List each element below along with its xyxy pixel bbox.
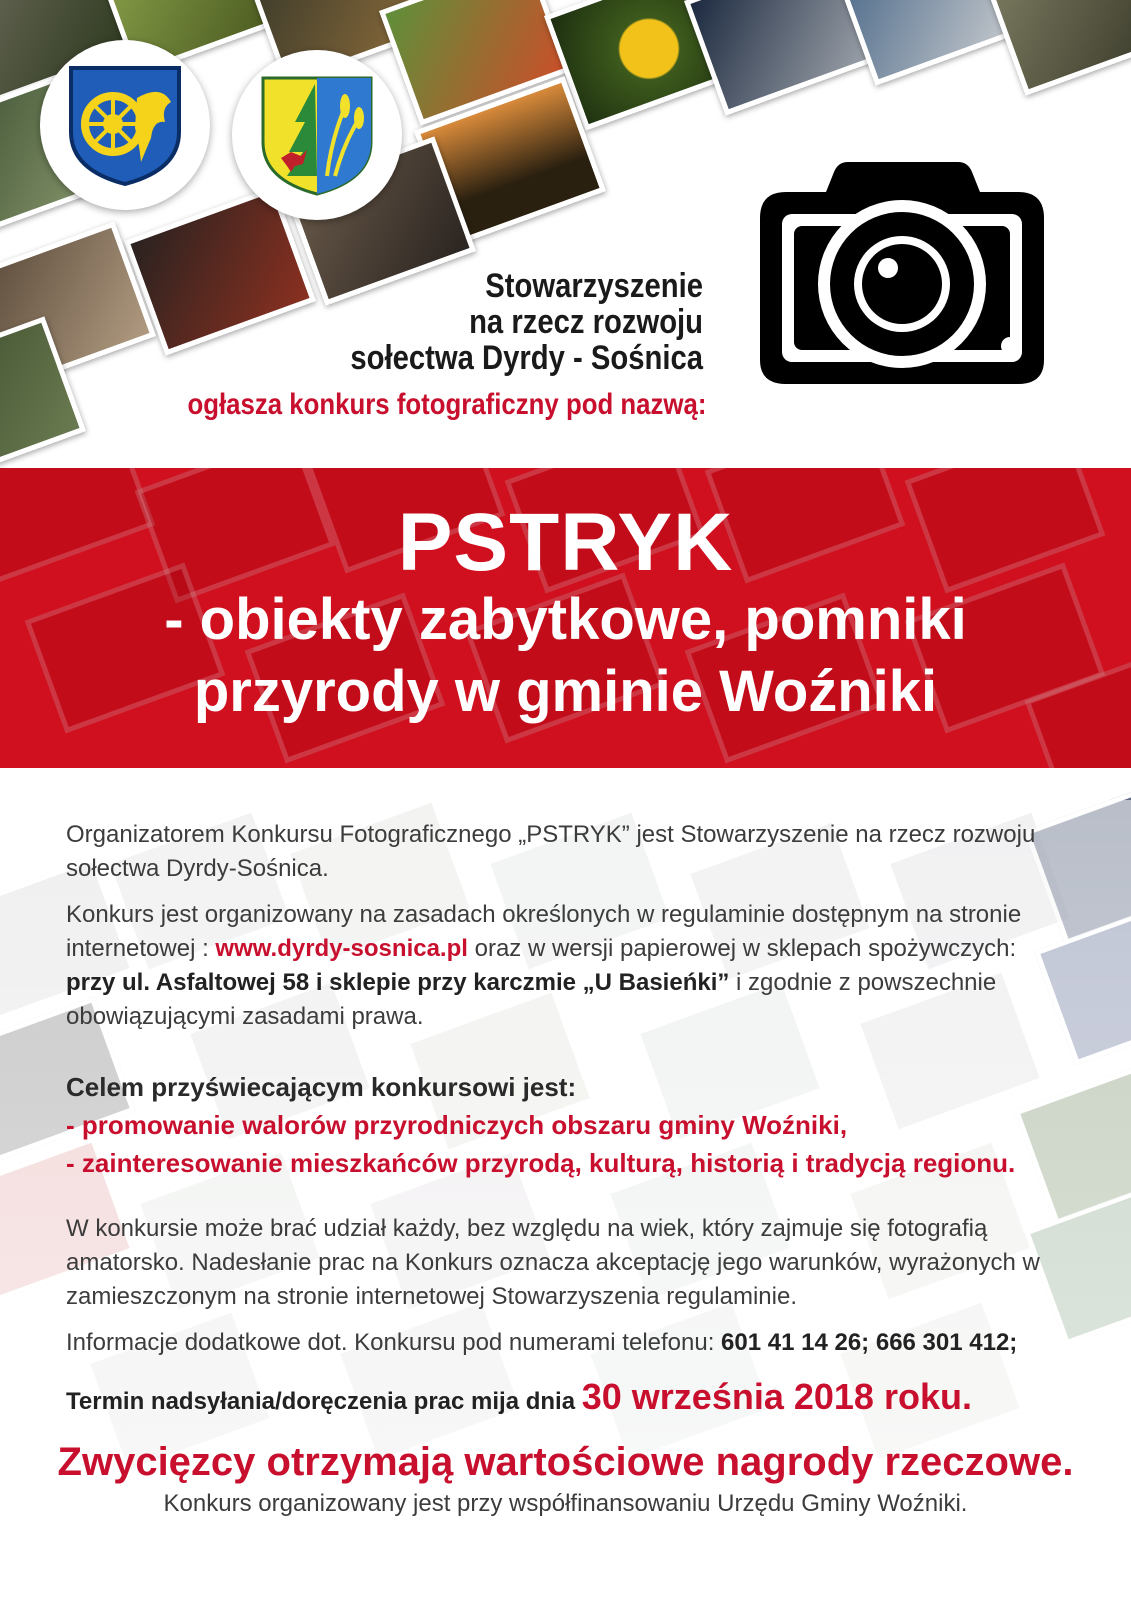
rules-paragraph (66, 898, 1066, 1034)
contact-paragraph (66, 1326, 1066, 1360)
prize-announcement: Zwycięzcy otrzymają wartościowe nagrody rzeczowe. (57, 1440, 1074, 1484)
participation-paragraph: W konkursie może brać udział każdy, bez względu na wiek, który zajmuje się fotografią amatorsko. Nadesłanie prac na Konkurs oznacza akceptację jego warunków, wyrażonych w zamieszczonym na stronie internetowej Stowarzyszenia regulaminie. (66, 1215, 1040, 1310)
rules-text-b: oraz w wersji papierowej w sklepach spożywczych: (467, 935, 1017, 962)
emblem-left (40, 40, 210, 210)
rules-text-a: Konkurs jest organizowany na zasadach określonych w regulaminie dostępnym na stronie internetowej : (66, 901, 1022, 962)
photo-tile (684, 0, 876, 116)
goals-lead: Celem przyświecającym konkursowi jest: (66, 1072, 577, 1102)
subtitle-line-1: - obiekty zabytkowe, pomniki (164, 587, 967, 652)
goal-item: - promowanie walorów przyrodniczych obszaru gminy Woźniki, (66, 1110, 848, 1140)
organization-name (350, 268, 703, 376)
camera-icon (748, 148, 1056, 392)
contest-subtitle (0, 584, 1131, 728)
coat-of-arms-right-icon (257, 72, 377, 198)
org-line-3: sołectwa Dyrdy - Sośnica (350, 339, 703, 377)
contest-title: PSTRYK (397, 497, 734, 588)
deadline-text: Termin nadsyłania/doręczenia prac mija dnia (66, 1388, 582, 1415)
deadline (66, 1374, 1066, 1425)
org-line-1: Stowarzyszenie (485, 267, 703, 305)
subtitle-line-2: przyrody w gminie Woźniki (193, 659, 938, 724)
goals-section (66, 1068, 1066, 1182)
funding-note: Konkurs organizowany jest przy współfinansowaniu Urzędu Gminy Woźniki. (163, 1490, 968, 1517)
contact-text: Informacje dodatkowe dot. Konkursu pod numerami telefonu: (66, 1329, 722, 1356)
photo-tile (984, 0, 1131, 96)
emblem-right (232, 50, 402, 220)
coat-of-arms-left-icon (65, 62, 185, 188)
org-line-2: na rzecz rozwoju (469, 303, 703, 341)
deadline-date: 30 września 2018 roku. (581, 1376, 972, 1417)
organizer-paragraph: Organizatorem Konkursu Fotograficznego „PSTRYK” jest Stowarzyszenie na rzecz rozwoju sołectwa Dyrdy-Sośnica. (66, 821, 1036, 882)
goal-item: - zainteresowanie mieszkańców przyrodą, kulturą, historią i tradycją regionu. (66, 1148, 1016, 1178)
shop-locations: przy ul. Asfaltowej 58 i sklepie przy karczmie „U Basieńki” (66, 969, 730, 996)
website-link[interactable]: www.dyrdy-sosnica.pl (215, 935, 468, 962)
rules-text-c: i zgodnie z powszechnie obowiązującymi zasadami prawa. (66, 969, 997, 1030)
title-banner (0, 468, 1131, 768)
announcement: ogłasza konkurs fotograficzny pod nazwą: (187, 388, 706, 421)
phone-numbers: 601 41 14 26; 666 301 412; (721, 1329, 1018, 1356)
